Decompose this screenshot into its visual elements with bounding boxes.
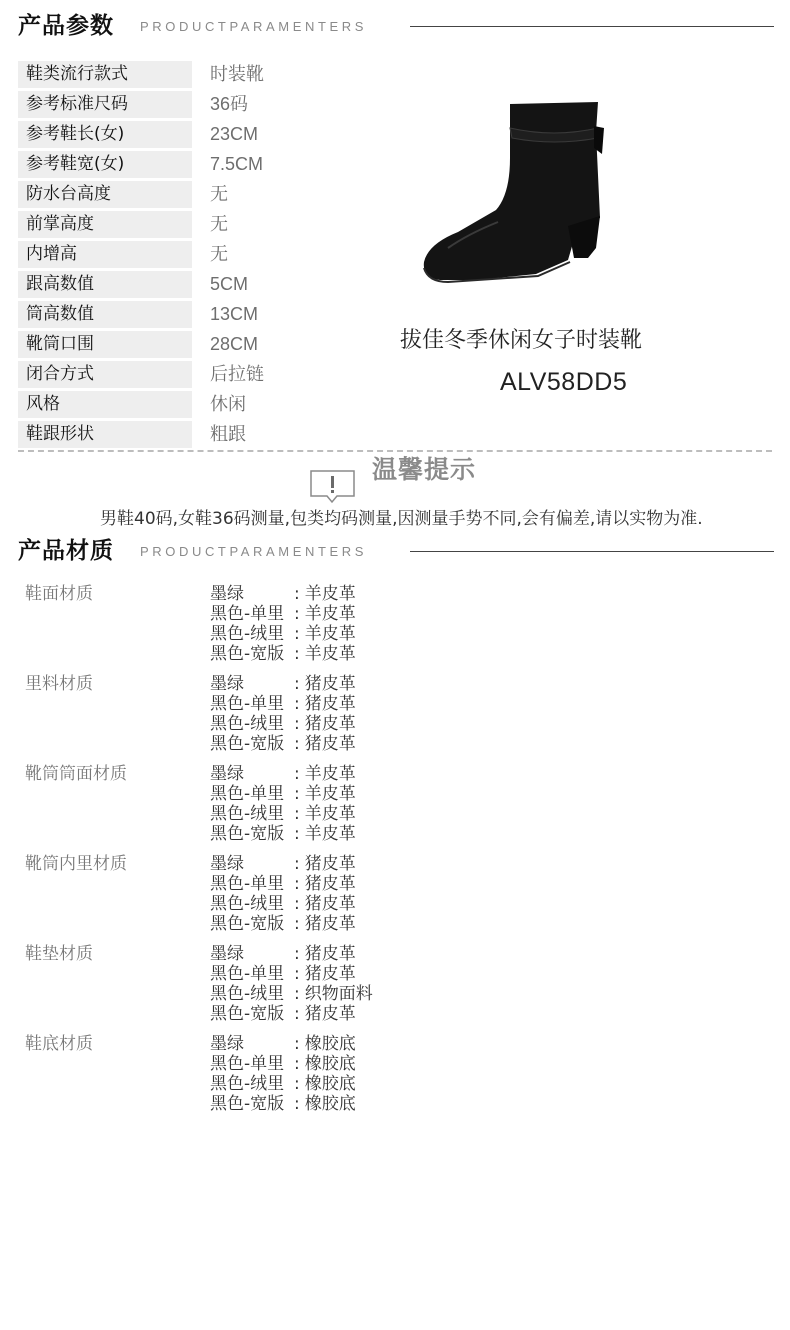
spec-value: 时装靴 — [210, 64, 264, 84]
params-section-divider — [410, 26, 774, 27]
material-value: 橡胶底 — [304, 1034, 356, 1054]
spec-row — [18, 120, 338, 150]
material-label: 鞋底材质 — [25, 1034, 93, 1054]
material-value: 羊皮革 — [304, 584, 356, 604]
material-value: 猪皮革 — [304, 874, 356, 894]
material-group — [25, 764, 525, 854]
material-line — [210, 674, 356, 694]
spec-row — [18, 150, 338, 180]
spec-row — [18, 210, 338, 240]
notice-title: 温馨提示 — [372, 455, 477, 484]
spec-value: 28CM — [210, 334, 259, 354]
materials-section-header — [18, 536, 774, 566]
material-line — [210, 944, 373, 964]
params-section-title: 产品参数 — [18, 13, 114, 39]
material-color: 黑色-宽版 — [210, 734, 285, 754]
materials-section-title: 产品材质 — [18, 538, 114, 564]
spec-value: 无 — [210, 244, 228, 264]
material-separator: : — [294, 984, 300, 1004]
material-separator: : — [294, 964, 300, 984]
material-color: 黑色-绒里 — [210, 894, 285, 914]
material-separator: : — [294, 914, 300, 934]
material-color: 墨绿 — [210, 1034, 244, 1054]
material-value: 猪皮革 — [304, 854, 356, 874]
spec-row — [18, 90, 338, 120]
material-separator: : — [294, 1054, 300, 1074]
spec-value: 5CM — [210, 274, 249, 294]
material-label: 鞋面材质 — [25, 584, 93, 604]
material-color: 黑色-宽版 — [210, 914, 285, 934]
material-group — [25, 944, 525, 1034]
spec-value: 后拉链 — [210, 364, 264, 384]
material-lines — [210, 944, 373, 1024]
spec-row — [18, 180, 338, 210]
spec-label: 内增高 — [18, 241, 192, 268]
spec-label: 闭合方式 — [18, 361, 192, 388]
material-color: 黑色-宽版 — [210, 1004, 285, 1024]
params-section-header — [18, 11, 774, 41]
material-separator: : — [294, 584, 300, 604]
exclamation-speech-icon — [310, 470, 355, 504]
spec-label: 风格 — [18, 391, 192, 418]
material-value: 羊皮革 — [304, 644, 356, 664]
material-separator: : — [294, 764, 300, 784]
material-line — [210, 894, 356, 914]
material-value: 猪皮革 — [304, 894, 356, 914]
spec-label: 筒高数值 — [18, 301, 192, 328]
material-value: 猪皮革 — [304, 674, 356, 694]
material-line — [210, 1034, 356, 1054]
spec-label: 参考鞋宽(女) — [18, 151, 192, 178]
material-separator: : — [294, 734, 300, 754]
material-color: 黑色-宽版 — [210, 824, 285, 844]
spec-label: 参考鞋长(女) — [18, 121, 192, 148]
material-color: 墨绿 — [210, 674, 244, 694]
material-group — [25, 854, 525, 944]
material-separator: : — [294, 624, 300, 644]
material-value: 猪皮革 — [304, 914, 356, 934]
spec-row — [18, 420, 338, 450]
spec-row — [18, 270, 338, 300]
material-value: 羊皮革 — [304, 804, 356, 824]
material-color: 墨绿 — [210, 584, 244, 604]
material-value: 织物面料 — [304, 984, 373, 1004]
spec-label: 靴筒口围 — [18, 331, 192, 358]
material-color: 黑色-绒里 — [210, 714, 285, 734]
materials-list — [25, 584, 525, 1124]
spec-value: 休闲 — [210, 394, 246, 414]
material-color: 墨绿 — [210, 944, 244, 964]
material-line — [210, 964, 373, 984]
material-color: 黑色-单里 — [210, 1054, 285, 1074]
dashed-divider — [18, 450, 772, 452]
material-label: 鞋垫材质 — [25, 944, 93, 964]
material-value: 猪皮革 — [304, 714, 356, 734]
spec-value: 粗跟 — [210, 424, 246, 444]
ankle-boot-icon — [418, 98, 618, 290]
spec-row — [18, 390, 338, 420]
material-lines — [210, 764, 356, 844]
spec-row — [18, 300, 338, 330]
material-value: 羊皮革 — [304, 604, 356, 624]
spec-label: 鞋类流行款式 — [18, 61, 192, 88]
material-separator: : — [294, 894, 300, 914]
material-label: 里料材质 — [25, 674, 93, 694]
material-color: 黑色-绒里 — [210, 1074, 285, 1094]
material-separator: : — [294, 1094, 300, 1114]
spec-value: 7.5CM — [210, 154, 264, 174]
material-line — [210, 854, 356, 874]
material-line — [210, 784, 356, 804]
material-value: 羊皮革 — [304, 824, 356, 844]
notice-text: 男鞋40码,女鞋36码测量,包类均码测量,因测量手势不同,会有偏差,请以实物为准. — [100, 509, 703, 529]
material-value: 猪皮革 — [304, 964, 356, 984]
material-color: 黑色-单里 — [210, 784, 285, 804]
material-line — [210, 824, 356, 844]
spec-label: 参考标准尺码 — [18, 91, 192, 118]
material-line — [210, 1004, 373, 1024]
material-line — [210, 1094, 356, 1114]
material-separator: : — [294, 604, 300, 624]
material-value: 橡胶底 — [304, 1094, 356, 1114]
material-separator: : — [294, 694, 300, 714]
material-value: 猪皮革 — [304, 734, 356, 754]
material-label: 靴筒内里材质 — [25, 854, 127, 874]
material-color: 黑色-单里 — [210, 964, 285, 984]
material-separator: : — [294, 874, 300, 894]
spec-value: 23CM — [210, 124, 259, 144]
material-line — [210, 1074, 356, 1094]
material-separator: : — [294, 824, 300, 844]
spec-value: 13CM — [210, 304, 259, 324]
material-separator: : — [294, 804, 300, 824]
material-value: 羊皮革 — [304, 784, 356, 804]
material-lines — [210, 854, 356, 934]
material-color: 黑色-绒里 — [210, 624, 285, 644]
material-line — [210, 604, 356, 624]
material-separator: : — [294, 674, 300, 694]
spec-label: 前掌高度 — [18, 211, 192, 238]
material-separator: : — [294, 1004, 300, 1024]
spec-value: 36码 — [210, 94, 249, 114]
spec-value: 无 — [210, 184, 228, 204]
spec-label: 跟高数值 — [18, 271, 192, 298]
material-line — [210, 874, 356, 894]
material-value: 羊皮革 — [304, 764, 356, 784]
material-color: 黑色-宽版 — [210, 644, 285, 664]
spec-value: 无 — [210, 214, 228, 234]
material-line — [210, 584, 356, 604]
material-separator: : — [294, 644, 300, 664]
material-group — [25, 584, 525, 674]
material-group — [25, 1034, 525, 1124]
material-separator: : — [294, 1074, 300, 1094]
material-color: 黑色-绒里 — [210, 804, 285, 824]
material-lines — [210, 674, 356, 754]
spec-label: 防水台高度 — [18, 181, 192, 208]
material-separator: : — [294, 714, 300, 734]
material-separator: : — [294, 944, 300, 964]
material-lines — [210, 584, 356, 664]
material-color: 墨绿 — [210, 764, 244, 784]
product-name: 拔佳冬季休闲女子时装靴 — [400, 328, 643, 353]
material-value: 猪皮革 — [304, 694, 356, 714]
material-color: 黑色-单里 — [210, 694, 285, 714]
spec-table — [18, 60, 338, 450]
materials-section-subtitle: PRODUCTPARAMENTERS — [140, 544, 368, 559]
material-value: 猪皮革 — [304, 944, 356, 964]
material-group — [25, 674, 525, 764]
material-line — [210, 914, 356, 934]
materials-section-divider — [410, 551, 774, 552]
material-color: 黑色-绒里 — [210, 984, 285, 1004]
material-value: 猪皮革 — [304, 1004, 356, 1024]
material-color: 黑色-单里 — [210, 604, 285, 624]
material-line — [210, 694, 356, 714]
material-color: 墨绿 — [210, 854, 244, 874]
product-code: ALV58DD5 — [500, 368, 628, 396]
material-line — [210, 764, 356, 784]
spec-row — [18, 240, 338, 270]
material-separator: : — [294, 854, 300, 874]
material-color: 黑色-单里 — [210, 874, 285, 894]
spec-row — [18, 330, 338, 360]
material-line — [210, 644, 356, 664]
material-value: 羊皮革 — [304, 624, 356, 644]
material-label: 靴筒筒面材质 — [25, 764, 127, 784]
material-line — [210, 984, 373, 1004]
material-line — [210, 1054, 356, 1074]
material-separator: : — [294, 784, 300, 804]
material-line — [210, 624, 356, 644]
spec-label: 鞋跟形状 — [18, 421, 192, 448]
material-value: 橡胶底 — [304, 1054, 356, 1074]
material-line — [210, 714, 356, 734]
spec-row — [18, 360, 338, 390]
material-line — [210, 804, 356, 824]
spec-row — [18, 60, 338, 90]
material-lines — [210, 1034, 356, 1114]
material-separator: : — [294, 1034, 300, 1054]
material-line — [210, 734, 356, 754]
material-color: 黑色-宽版 — [210, 1094, 285, 1114]
material-value: 橡胶底 — [304, 1074, 356, 1094]
params-section-subtitle: PRODUCTPARAMENTERS — [140, 19, 368, 34]
